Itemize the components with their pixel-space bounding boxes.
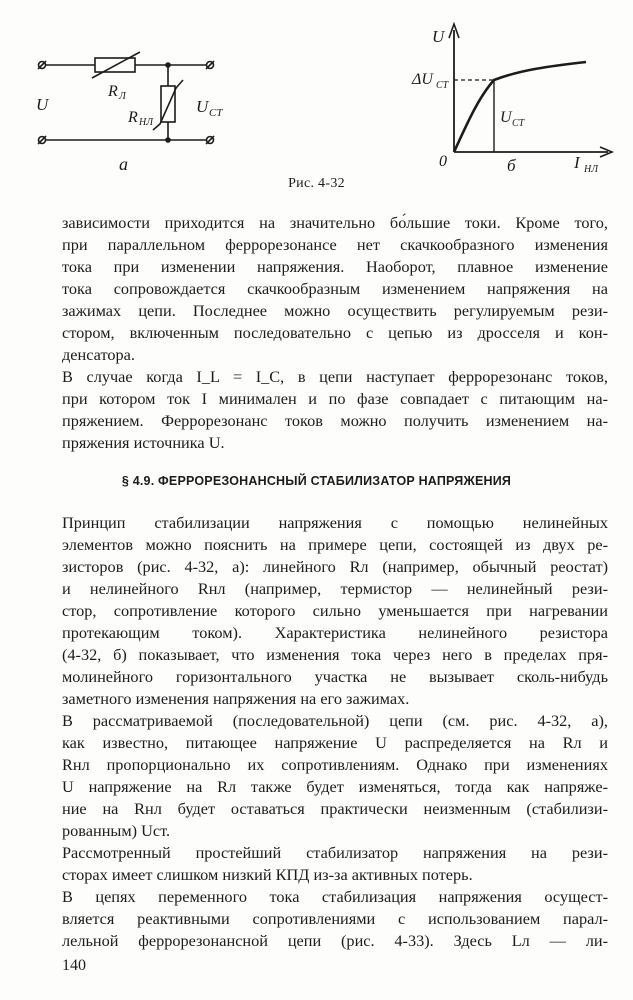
figure-4-32 <box>0 0 633 205</box>
Ust-label: U <box>500 109 512 126</box>
axis-x-sub: НЛ <box>584 164 598 175</box>
text-line: сторах имеет слишком низкий КПД из-за активных потерь. <box>62 865 473 884</box>
text-line: как известно, питающее напряжение U распределяется на Rл и <box>62 733 608 752</box>
delta-U-label: ΔU <box>412 71 433 88</box>
text-line: зажимах цепи. Последнее можно осуществить регулируемым рези- <box>62 301 608 320</box>
text-line: пряжением. Феррорезонанс токов можно получить изменением на- <box>62 411 608 430</box>
paragraph-2 <box>62 366 608 454</box>
figure-drawing <box>0 0 633 205</box>
text-line: при котором ток I минимален и по фазе совпадает с питающим на- <box>62 389 608 408</box>
page-number: 140 <box>62 957 86 974</box>
text-line: В цепях переменного тока стабилизация напряжения осущест- <box>62 887 608 906</box>
section-heading: § 4.9. ФЕРРОРЕЗОНАНСНЫЙ СТАБИЛИЗАТОР НАПРЯЖЕНИЯ <box>121 474 512 488</box>
label-Ust: U <box>196 97 209 116</box>
characteristic-curve <box>454 62 586 152</box>
text-line: при параллельном феррорезонансе нет скачкообразного изменения <box>62 235 608 254</box>
label-RL: R <box>108 83 118 100</box>
paragraph-1 <box>62 212 608 366</box>
label-U: U <box>36 95 49 114</box>
text-line: денсатора. <box>62 345 135 364</box>
label-Ust-sub: СТ <box>209 107 223 119</box>
label-RL-sub: Л <box>119 91 126 102</box>
text-line: В рассматриваемой (последовательной) цепи (см. рис. 4-32, а), <box>62 711 608 730</box>
axis-x-label: I <box>574 153 580 172</box>
text-line: В случае когда I_L = I_C, в цепи наступает феррорезонанс токов, <box>62 367 608 386</box>
text-line: молинейного горизонтального участка не вызывает сколь-нибудь <box>62 667 608 686</box>
Ust-sub: СТ <box>512 118 525 129</box>
text-line: вляется реактивными сопротивлениями с использованием парал- <box>62 909 608 928</box>
text-line: заметного изменения напряжения на его зажимах. <box>62 689 410 708</box>
figure-caption: Рис. 4-32 <box>288 176 345 191</box>
text-line: пряжения источника U. <box>62 433 225 452</box>
text-line: Принцип стабилизации напряжения с помощью нелинейных <box>62 513 608 532</box>
origin-label: 0 <box>439 153 447 170</box>
text-line: Рассмотренный простейший стабилизатор напряжения на рези- <box>62 843 608 862</box>
text-line: рованным) Uст. <box>62 821 171 840</box>
text-line: стор, сопротивление которого сильно уменьшается при нагревании <box>62 601 608 620</box>
delta-U-sub: СТ <box>436 80 449 91</box>
circuit-diagram <box>38 52 214 144</box>
text-line: и нелинейного Rнл (например, термистор — нелинейный рези- <box>62 579 608 598</box>
text-line: стором, включенным последовательно с цепью из дросселя и кон- <box>62 323 608 342</box>
characteristic-graph <box>449 24 612 157</box>
text-line: элементов можно пояснить на примере цепи, состоящей из двух ре- <box>62 535 608 554</box>
text-line: зависимости приходится на значительно бо́льшие токи. Кроме того, <box>62 213 608 232</box>
paragraph-5 <box>62 842 608 886</box>
axis-y-label: U <box>432 27 445 46</box>
text-line: Rнл пропорционально их сопротивлениям. Однако при изменениях <box>62 755 608 774</box>
label-a: a <box>119 154 128 174</box>
text-line: зисторов (рис. 4-32, а): линейного Rл (например, обычный реостат) <box>62 557 608 576</box>
circuit-labels <box>36 83 223 174</box>
text-line: тока сопровождается скачкообразным изменением напряжения на <box>62 279 608 298</box>
text-line: U напряжение на Rл также будет изменяться, тогда как напряже- <box>62 777 608 796</box>
label-b: б <box>507 156 516 175</box>
paragraph-6 <box>62 886 608 952</box>
text-line: тока при изменении напряжения. Наоборот, плавное изменение <box>62 257 608 276</box>
text-line: лельной феррорезонансной цепи (рис. 4-33). Здесь Lл — ли- <box>62 931 608 950</box>
text-line: (4-32, б) показывает, что изменения тока через него в пределах пря- <box>62 645 608 664</box>
paragraph-3 <box>62 512 608 710</box>
text-line: протекающим током). Характеристика нелинейного резистора <box>62 623 608 642</box>
label-Rnl: R <box>128 109 138 126</box>
text-line: ние на Rнл будет оставаться практически неизменным (стабилизи- <box>62 799 608 818</box>
paragraph-4 <box>62 710 608 842</box>
label-Rnl-sub: НЛ <box>139 117 153 128</box>
